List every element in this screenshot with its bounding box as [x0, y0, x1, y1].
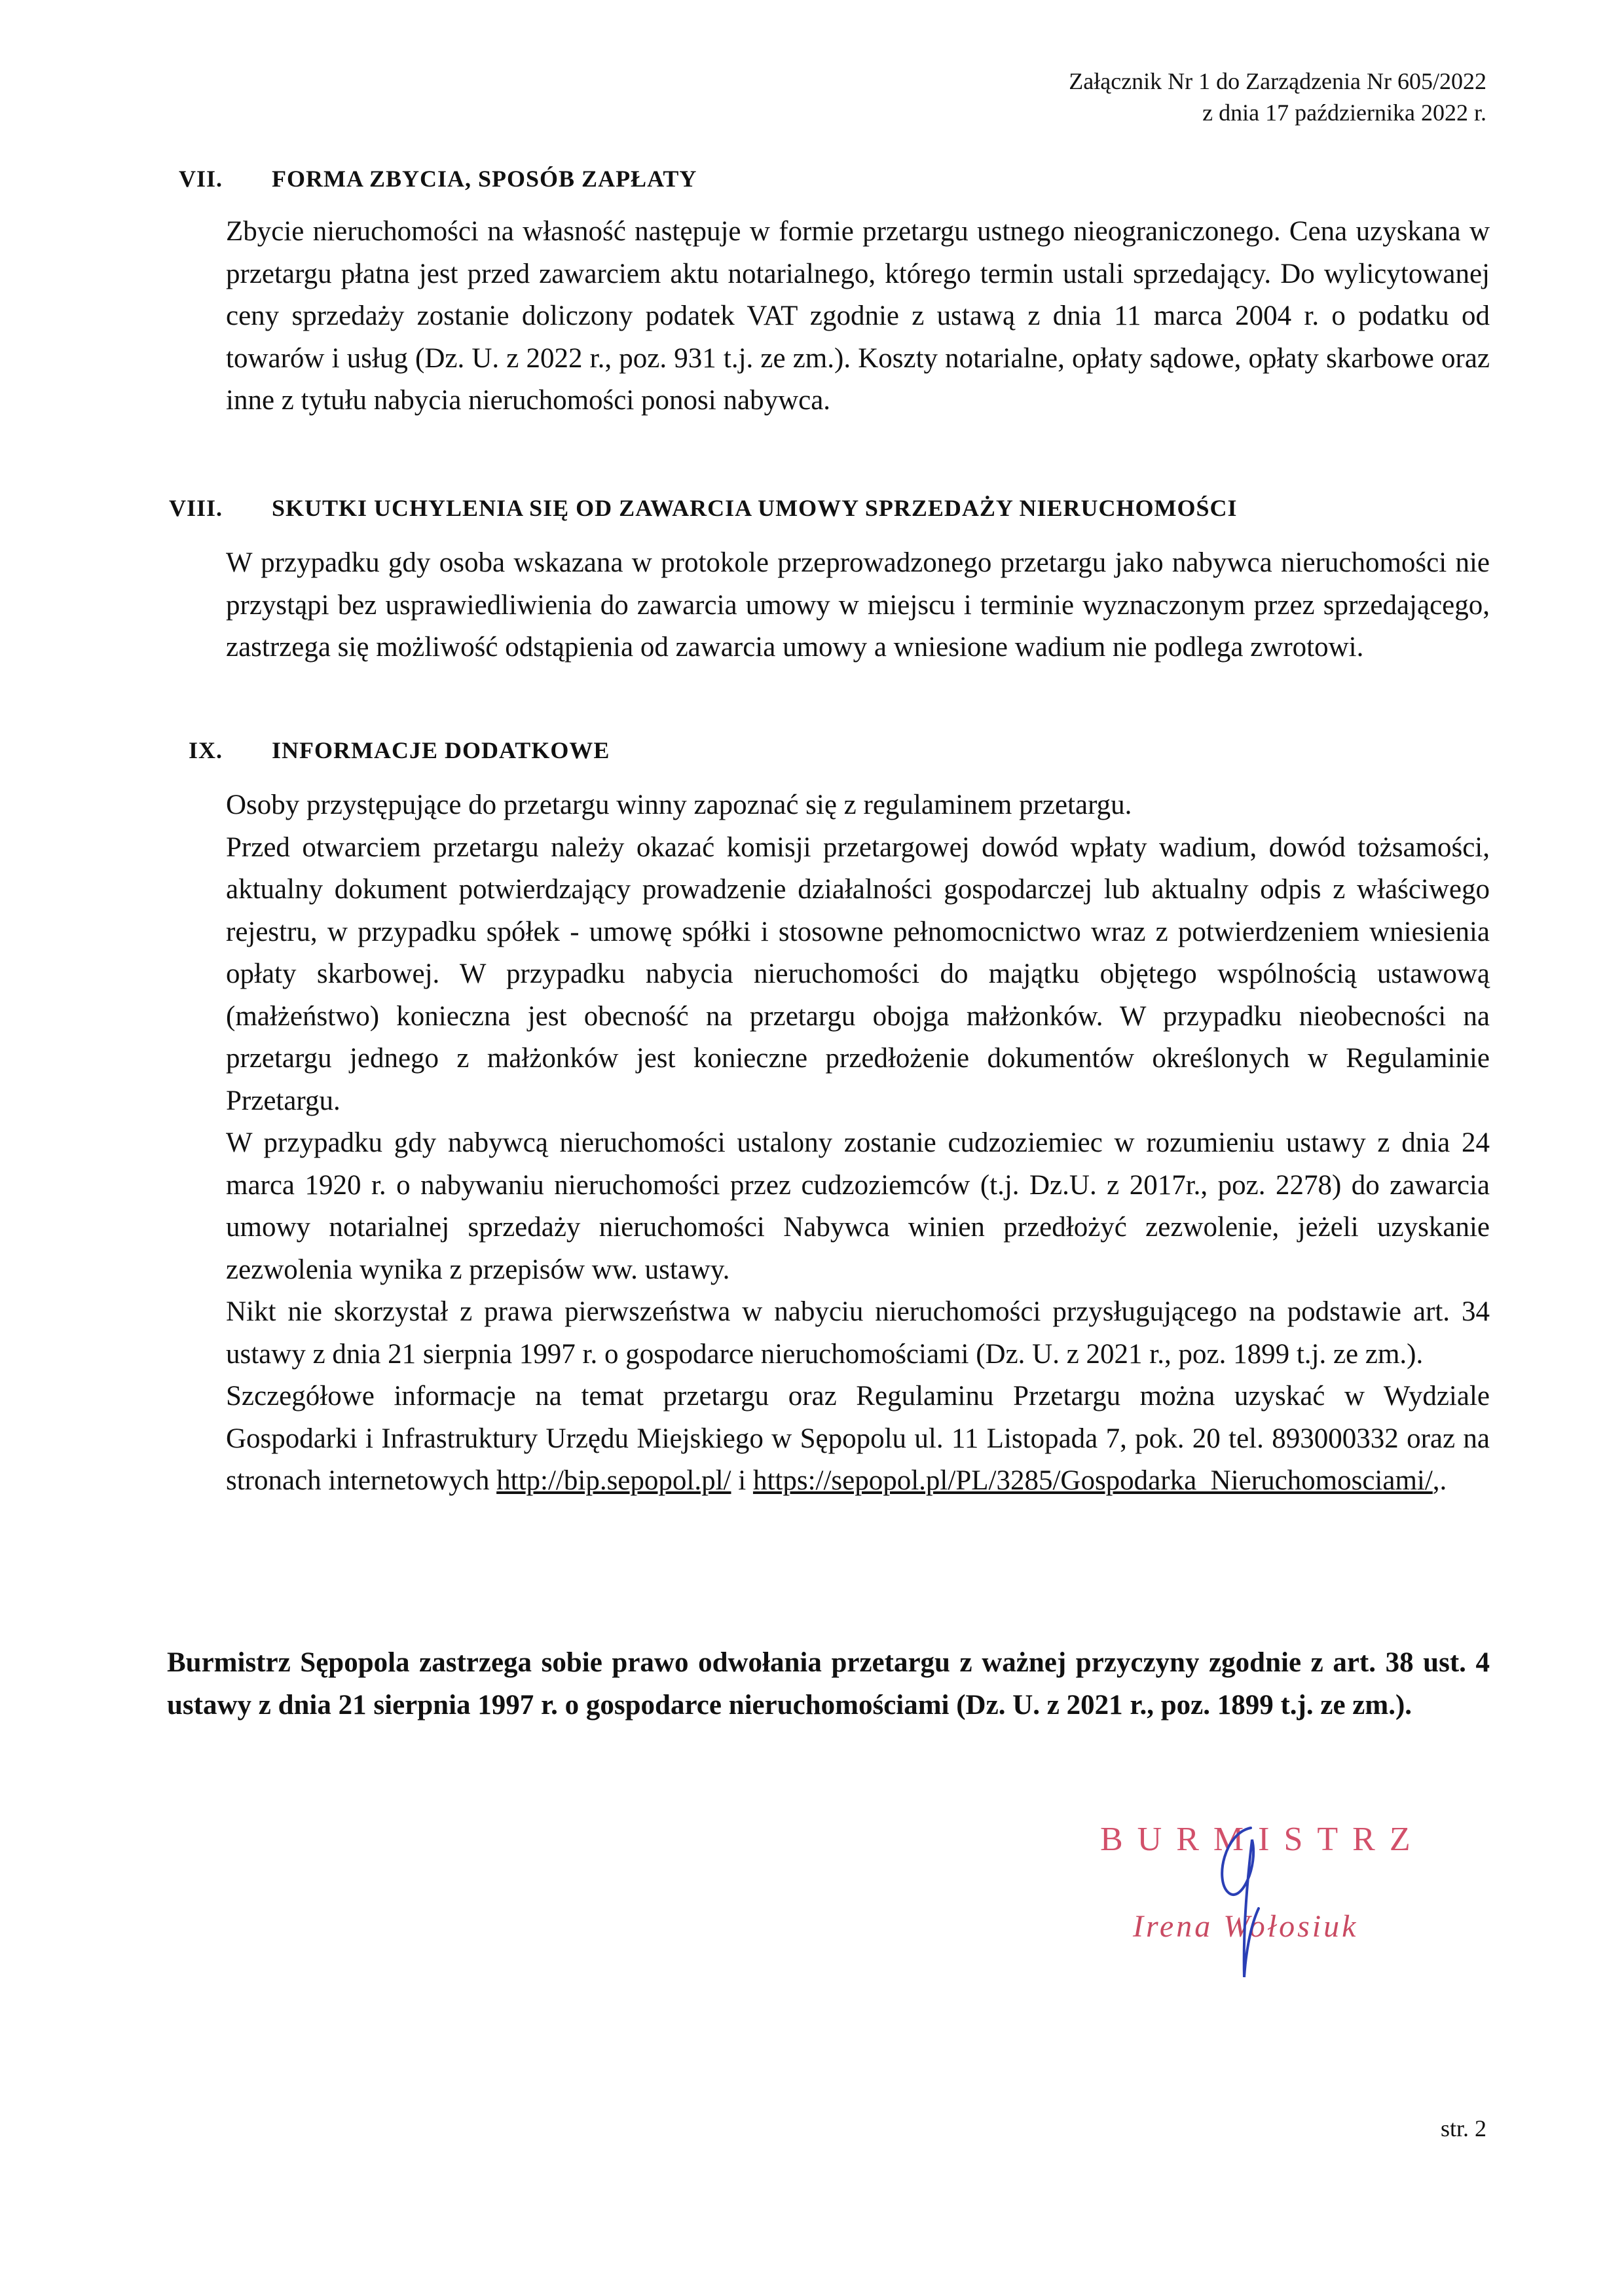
paragraph: Przed otwarciem przetargu należy okazać komisji przetargowej dowód wpłaty wadium, dowód tożsamości, aktualny dokument potwierdzający prowadzenie działalności gospodarczej lub aktualny odpis z właściwego rejestru, w przypadku spółek - umowę spółki i stosowne pełnomocnictwo wraz z potwierdzeniem wniesienia opłaty skarbowej. W przypadku nabycia nieruchomości do majątku objętego wspólnością ustawową (małżeństwo) konieczna jest obecność na przetargu obojga małżonków. W przypadku nieobecności na przetargu jednego z małżonków jest konieczne przedłożenie dokumentów określonych w Regulaminie Przetargu. — [226, 831, 1490, 1116]
trailing-text: ,. — [1432, 1465, 1447, 1496]
paragraph: W przypadku gdy nabywcą nieruchomości ustalony zostanie cudzoziemiec w rozumieniu ustawy z dnia 24 marca 1920 r. o nabywaniu nieruchomości przez cudzoziemców (t.j. Dz.U. z 2017r., poz. 2278) do zawarcia umowy notarialnej sprzedaży nieruchomości Nabywca winien przedłożyć zezwolenie, jeżeli uzyskanie zezwolenia wynika z przepisów ww. ustawy. — [226, 1127, 1490, 1285]
contact-text: Szczegółowe informacje na temat przetargu oraz Regulaminu Przetargu można uzyskać w Wydziale Gospodarki i Infrastruktury Urzędu Miejskiego w Sępopolu ul. 11 Listopada 7, pok. 20 tel. 893000332 oraz na stronach internetowych — [226, 1381, 1490, 1496]
section-heading-vii — [124, 165, 697, 192]
paragraph: W przypadku gdy osoba wskazana w protokole przeprowadzonego przetargu jako nabywca nieruchomości nie przystąpi bez usprawiedliwienia do zawarcia umowy w miejscu i terminie wyznaczonym przez sprzedającego, zastrzega się możliwość odstąpienia od zawarcia umowy a wniesione wadium nie podlega zwrotowi. — [226, 547, 1490, 663]
section-body-vii — [226, 211, 1490, 422]
document-header — [1069, 65, 1486, 128]
paragraph: Zbycie nieruchomości na własność następuje w formie przetargu ustnego nieograniczonego. Cena uzyskana w przetargu płatna jest przed zawarciem aktu notarialnego, którego termin ustali sprzedający. Do wylicytowanej ceny sprzedaży zostanie doliczony podatek VAT zgodnie z ustawą z dnia 11 marca 2004 r. o podatku od towarów i usług (Dz. U. z 2022 r., poz. 931 t.j. ze zm.). Koszty notarialne, opłaty sądowe, opłaty skarbowe oraz inne z tytułu nabycia nieruchomości ponosi nabywca. — [226, 216, 1490, 416]
handwritten-signature-icon — [1087, 1794, 1428, 2043]
section-title: SKUTKI UCHYLENIA SIĘ OD ZAWARCIA UMOWY SPRZEDAŻY NIERUCHOMOŚCI — [272, 495, 1238, 521]
section-number: VII. — [178, 166, 223, 192]
section-body-ix — [226, 784, 1490, 1503]
paragraph: Nikt nie skorzystał z prawa pierwszeństwa w nabyciu nieruchomości przysługującego na podstawie art. 34 ustawy z dnia 21 sierpnia 1997 r. o gospodarce nieruchomościami (Dz. U. z 2021 r., poz. 1899 t.j. ze zm.). — [226, 1296, 1490, 1370]
mayor-stamp — [1087, 1794, 1428, 2043]
bip-link[interactable]: http://bip.sepopol.pl/ — [496, 1465, 731, 1496]
header-annex-line: Załącznik Nr 1 do Zarządzenia Nr 605/2022 — [1069, 68, 1486, 94]
section-heading-viii — [124, 494, 1238, 522]
stamp-name: Irena Wołosiuk — [1133, 1909, 1359, 1944]
section-number: VIII. — [168, 495, 223, 521]
sepopol-link[interactable]: https://sepopol.pl/PL/3285/Gospodarka_Nieruchomosciami/ — [752, 1465, 1433, 1496]
section-title: INFORMACJE DODATKOWE — [272, 737, 610, 763]
header-date-line: z dnia 17 października 2022 r. — [1202, 100, 1486, 126]
conjunction-text: i — [731, 1465, 753, 1496]
section-title: FORMA ZBYCIA, SPOSÓB ZAPŁATY — [272, 166, 697, 192]
section-heading-ix — [124, 737, 610, 764]
section-number: IX. — [188, 737, 223, 763]
paragraph: Osoby przystępujące do przetargu winny zapoznać się z regulaminem przetargu. — [226, 790, 1132, 820]
section-body-viii — [226, 542, 1490, 669]
stamp-title: BURMISTRZ — [1100, 1821, 1425, 1858]
page-number: str. 2 — [1440, 2115, 1486, 2141]
closing-statement: Burmistrz Sępopola zastrzega sobie prawo odwołania przetargu z ważnej przyczyny zgodnie z art. 38 ust. 4 ustawy z dnia 21 sierpnia 1997 r. o gospodarce nieruchomościami (Dz. U. z 2021 r., poz. 1899 t.j. ze zm.). — [167, 1647, 1490, 1721]
paragraph-contact — [226, 1376, 1490, 1503]
signature-stroke — [1222, 1828, 1259, 1977]
